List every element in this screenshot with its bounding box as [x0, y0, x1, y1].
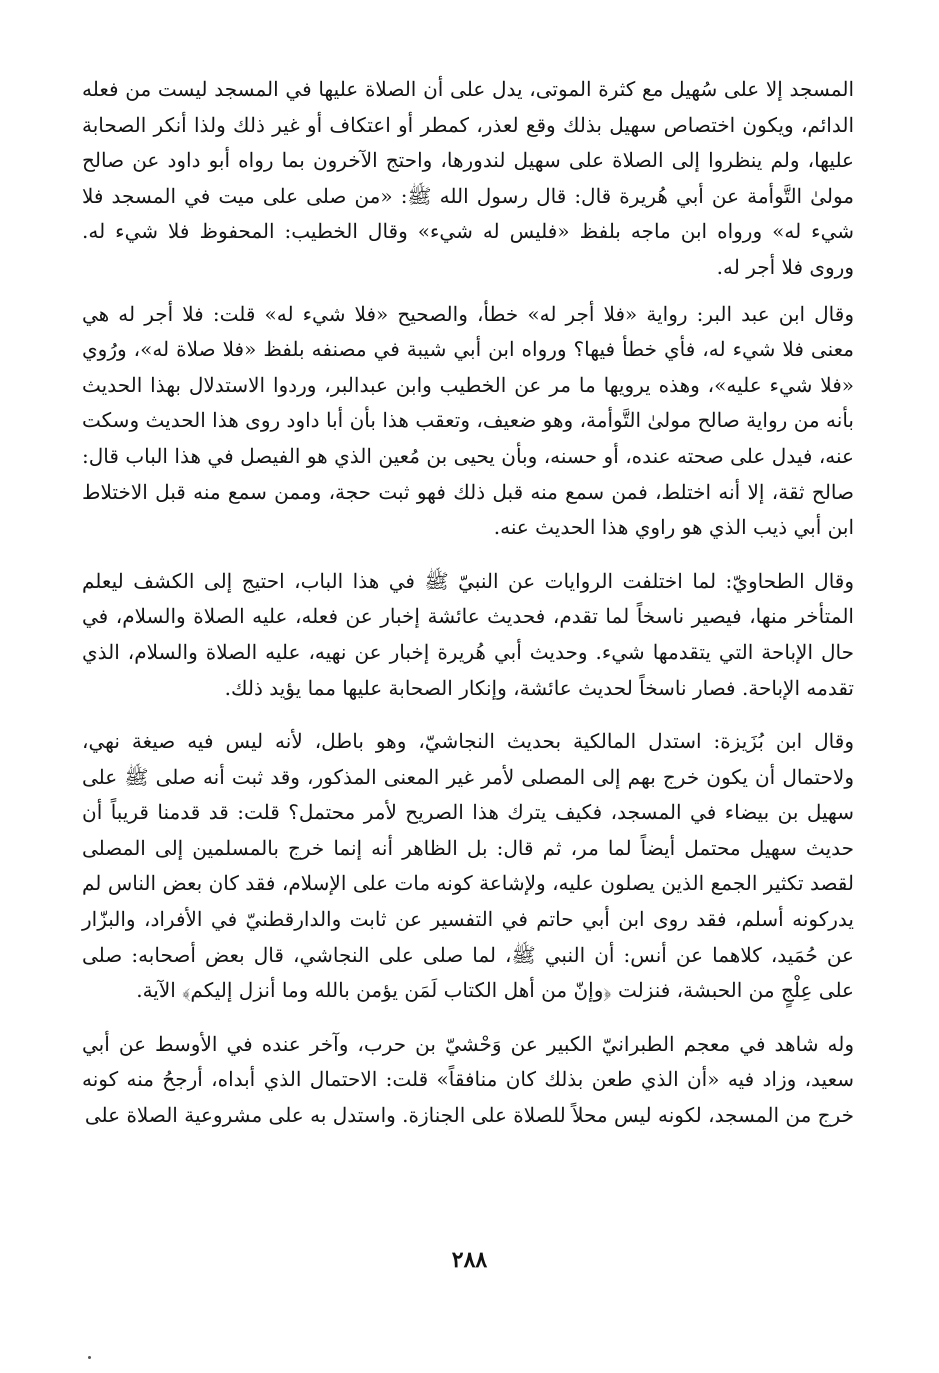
page-number: ٢٨٨: [451, 1247, 488, 1273]
paragraph-4: وقال ابن بُزَيزة: استدل المالكية بحديث النجاشيّ، وهو باطل، لأنه ليس فيه صيغة نهي، ولاحتمال أن يكون خرج بهم إلى المصلى لأمر غير المعنى المذكور، وقد ثبت أنه صلى ﷺ على سهيل بن بيضاء في المسجد، فكيف يترك هذا الصريح لأمر محتمل؟ قلت: قد قدمنا قريباً أن حديث سهيل محتمل أيضاً لما مر، ثم قال: بل الظاهر أنه إنما خرج بالمسلمين إلى المصلى لقصد تكثير الجمع الذين يصلون عليه، ولإشاعة كونه مات على الإسلام، فقد كان بعض الناس لم يدركونه أسلم، فقد روى ابن أبي حاتم في التفسير عن ثابت والدارقطنيّ في الأفراد، والبزّار عن حُمَيد، كلاهما عن أنس: أن النبي ﷺ، لما صلى على النجاشي، قال بعض أصحابه: صلى على عِلْجٍ من الحبشة، فنزلت ﴿وإنّ من أهل الكتاب لَمَن يؤمن بالله وما أنزل إليكم﴾ الآية.: [82, 729, 854, 1003]
paragraph-3: وقال الطحاويّ: لما اختلفت الروايات عن النبيّ ﷺ في هذا الباب، احتيج إلى الكشف ليعلم المتأخر منها، فيصير ناسخاً لما تقدم، فحديث عائشة إخبار عن فعله، عليه الصلاة والسلام، في حال الإباحة التي يتقدمها شيء. وحديث أبي هُريرة إخبار عن نهيه، عليه الصلاة والسلام، الذي تقدمه الإباحة. فصار ناسخاً لحديث عائشة، وإنكار الصحابة عليها مما يؤيد ذلك.: [82, 568, 855, 700]
page-body: [82, 72, 854, 1134]
paragraph-1: المسجد إلا على سُهيل مع كثرة الموتى، يدل على أن الصلاة عليها في المسجد ليست من فعله الدائم، ويكون اختصاص سهيل بذلك وقع لعذر، كمطر أو اعتكاف أو غير ذلك ولذا أنكر الصحابة عليها، ولم ينظروا إلى الصلاة على سهيل لندورها، واحتج الآخرون بما رواه أبو داود عن صالح مولىٰ التَّوأمة عن أبي هُريرة قال: قال رسول الله ﷺ: «من صلى على ميت في المسجد فلا شيء له» ورواه ابن ماجه بلفظ «فليس له شيء» وقال الخطيب: المحفوظ فلا شيء له. وروى فلا أجر له.: [82, 77, 854, 279]
paragraph-2: وقال ابن عبد البر: رواية «فلا أجر له» خطأ، والصحيح «فلا شيء له» قلت: فلا أجر له هي معنى فلا شيء له، فأي خطأ فيها؟ ورواه ابن أبي شيبة في مصنفه بلفظ «فلا صلاة له»، ورُوي «فلا شيء عليه»، وهذه يرويها ما مر عن الخطيب وابن عبدالبر، وردوا الاستدلال بهذا الحديث بأنه من رواية صالح مولىٰ التَّوأمة، وهو ضعيف، وتعقب هذا بأن أبا داود روى هذا الحديث وسكت عنه، فيدل على صحته عنده، أو حسنه، وبأن يحيى بن مُعين الذي هو الفيصل في هذا الباب قال: صالح ثقة، إلا أنه اختلط، فمن سمع منه قبل ذلك فهو ثبت حجة، وممن سمع منه قبل الاختلاط ابن أبي ذيب الذي هو راوي هذا الحديث عنه.: [82, 301, 855, 540]
scan-speck: [88, 1356, 91, 1359]
paragraph-5: وله شاهد في معجم الطبرانيّ الكبير عن وَحْشيّ بن حرب، وآخر عنده في الأوسط عن أبي سعيد، وزاد فيه «أن الذي طعن بذلك كان منافقاً» قلت: الاحتمال الذي أبداه، أرجحُ منه كونه خرج من المسجد، لكونه ليس محلاً للصلاة على الجنازة. واستدل به على مشروعية الصلاة على: [82, 1031, 854, 1128]
